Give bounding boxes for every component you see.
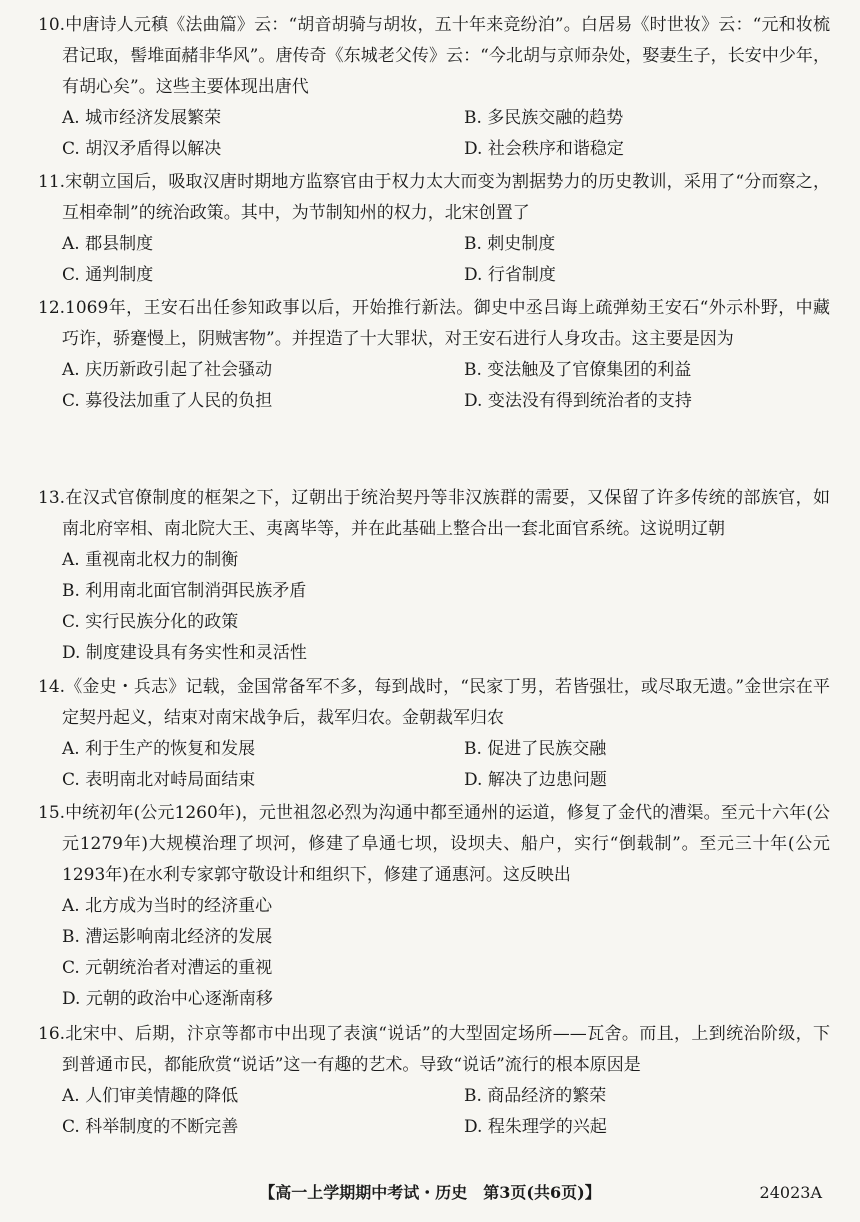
question-stem <box>38 672 830 734</box>
option-c: C. 实行民族分化的政策 <box>62 612 239 632</box>
question-text: 北宋中、后期，汴京等都市中出现了表演“说话”的大型固定场所——瓦舍。而且，上到统治阶级，下到普通市民，都能欣赏“说话”这一有趣的艺术。导致“说话”流行的根本原因是 <box>62 1024 830 1075</box>
option-d: D. 程朱理学的兴起 <box>464 1117 607 1137</box>
option-d: D. 制度建设具有务实性和灵活性 <box>62 643 307 663</box>
question-11 <box>38 167 830 291</box>
option-d: D. 行省制度 <box>464 265 556 285</box>
question-stem <box>38 1019 830 1081</box>
option-b: B. 商品经济的繁荣 <box>464 1086 607 1106</box>
option-a: A. 人们审美情趣的降低 <box>62 1086 239 1106</box>
question-number: 12. <box>38 298 66 318</box>
options <box>62 229 830 291</box>
option-b: B. 变法触及了官僚集团的利益 <box>464 360 692 380</box>
question-stem <box>38 293 830 355</box>
option-b: B. 促进了民族交融 <box>464 739 607 759</box>
option-b: B. 刺史制度 <box>464 234 556 254</box>
options <box>62 1081 830 1143</box>
question-12 <box>38 293 830 417</box>
page-footer <box>0 1180 860 1206</box>
option-b: B. 漕运影响南北经济的发展 <box>62 927 273 947</box>
exam-code: 24023A <box>759 1183 822 1202</box>
question-number: 16. <box>38 1024 66 1044</box>
options <box>62 734 830 796</box>
option-b: B. 利用南北面官制消弭民族矛盾 <box>62 581 307 601</box>
options <box>62 891 830 1015</box>
options <box>62 545 830 669</box>
option-d: D. 解决了边患问题 <box>464 770 607 790</box>
option-c: C. 通判制度 <box>62 265 154 285</box>
options <box>62 103 830 165</box>
option-c: C. 元朝统治者对漕运的重视 <box>62 958 273 978</box>
option-a: A. 郡县制度 <box>62 234 154 254</box>
option-d: D. 变法没有得到统治者的支持 <box>464 391 692 411</box>
question-number: 14. <box>38 677 66 697</box>
question-15 <box>38 798 830 1015</box>
question-text: 中统初年(公元1260年)，元世祖忽必烈为沟通中都至通州的运道，修复了金代的漕渠。至元十六年(公元1279年)大规模治理了坝河，修建了阜通七坝，设坝夫、船户，实行“倒载制”。至元三十年(公元1293年)在水利专家郭守敬设计和组织下，修建了通惠河。这反映出 <box>62 803 830 885</box>
option-a: A. 北方成为当时的经济重心 <box>62 896 273 916</box>
option-a: A. 庆历新政引起了社会骚动 <box>62 360 273 380</box>
question-stem <box>38 10 830 103</box>
option-c: C. 表明南北对峙局面结束 <box>62 770 256 790</box>
question-text: 1069年，王安石出任参知政事以后，开始推行新法。御史中丞吕诲上疏弹劾王安石“外示朴野，中藏巧诈，骄蹇慢上，阴贼害物”。并捏造了十大罪状，对王安石进行人身攻击。这主要是因为 <box>62 298 830 349</box>
option-a: A. 重视南北权力的制衡 <box>62 550 239 570</box>
question-text: 宋朝立国后，吸取汉唐时期地方监察官由于权力太大而变为割据势力的历史教训，采用了“分而察之，互相牵制”的统治政策。其中，为节制知州的权力，北宋创置了 <box>62 172 830 223</box>
question-number: 10. <box>38 15 66 35</box>
option-c: C. 科举制度的不断完善 <box>62 1117 239 1137</box>
question-stem <box>38 483 830 545</box>
question-text: 中唐诗人元稹《法曲篇》云：“胡音胡骑与胡妆，五十年来竞纷泊”。白居易《时世妆》云：“元和妆梳君记取，髻堆面赭非华风”。唐传奇《东城老父传》云：“今北胡与京师杂处，娶妻生子，长安中少年，有胡心矣”。这些主要体现出唐代 <box>62 15 830 97</box>
question-number: 15. <box>38 803 66 823</box>
question-text: 在汉式官僚制度的框架之下，辽朝出于统治契丹等非汉族群的需要，又保留了许多传统的部族官，如南北府宰相、南北院大王、夷离毕等，并在此基础上整合出一套北面官系统。这说明辽朝 <box>62 488 830 539</box>
question-number: 11. <box>38 172 66 192</box>
option-a: A. 利于生产的恢复和发展 <box>62 739 256 759</box>
footer-title: 【高一上学期期中考试・历史 第3页(共6页)】 <box>259 1183 601 1202</box>
question-stem <box>38 167 830 229</box>
option-c: C. 胡汉矛盾得以解决 <box>62 139 222 159</box>
question-stem <box>38 798 830 891</box>
options <box>62 355 830 417</box>
question-14 <box>38 672 830 796</box>
question-16 <box>38 1019 830 1143</box>
question-text: 《金史・兵志》记载，金国常备军不多，每到战时，“民家丁男，若皆强壮，或尽取无遗。”金世宗在平定契丹起义，结束对南宋战争后，裁军归农。金朝裁军归农 <box>62 677 830 728</box>
option-d: D. 社会秩序和谐稳定 <box>464 139 624 159</box>
question-10 <box>38 10 830 165</box>
question-13 <box>38 483 830 669</box>
option-c: C. 募役法加重了人民的负担 <box>62 391 273 411</box>
option-a: A. 城市经济发展繁荣 <box>62 108 222 128</box>
option-d: D. 元朝的政治中心逐渐南移 <box>62 989 273 1009</box>
question-number: 13. <box>38 488 66 508</box>
option-b: B. 多民族交融的趋势 <box>464 108 624 128</box>
